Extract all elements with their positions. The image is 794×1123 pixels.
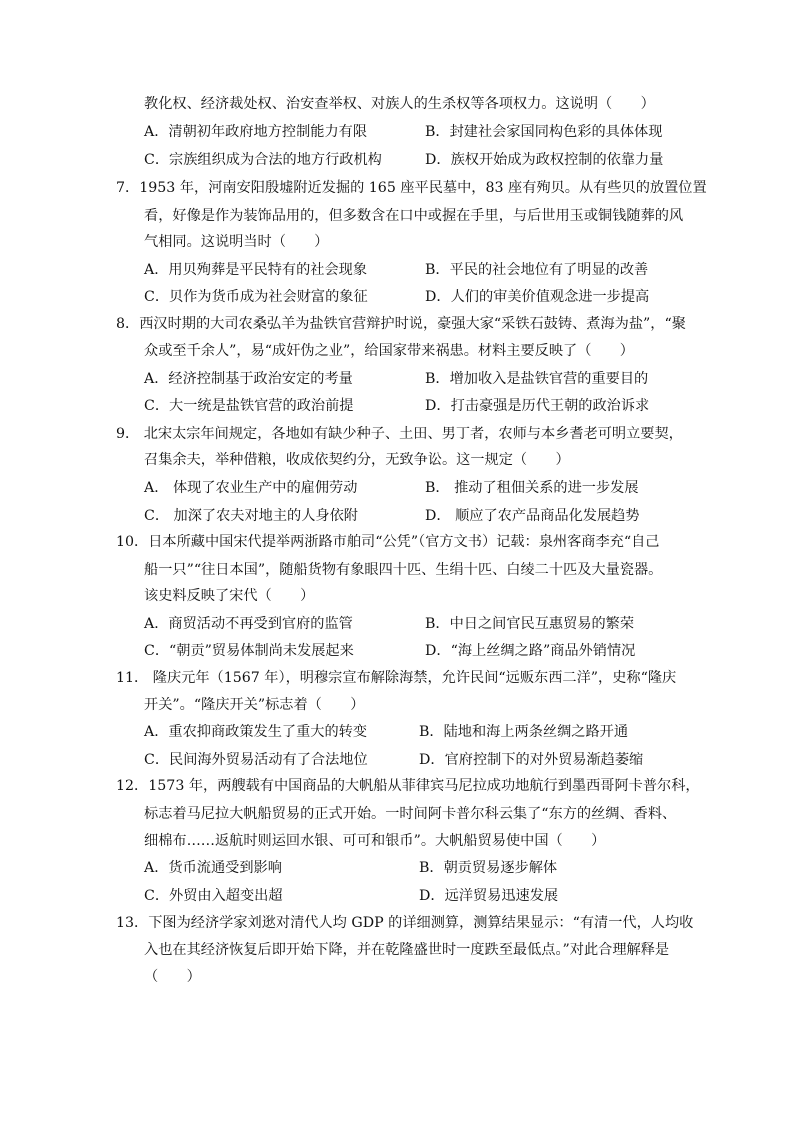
question-text-line: 众或至千余人”，易“成奸伪之业”，给国家带来祸患。材料主要反映了（ ） [144,343,634,359]
question-text-line: （ ） [144,969,201,985]
option-d: D． 顺应了农产品商品化发展趋势 [425,508,640,524]
question-text-line: 细棉布……返航时则运回水银、可可和银币”。大帆船贸易使中国（ ） [144,833,606,849]
option-c: C．“朝贡”贸易体制尚未发展起来 [144,643,354,659]
question-text-line: 入也在其经济恢复后即开始下降，并在乾隆盛世时一度跌至最低点。”对此合理解释是 [144,942,670,958]
option-d: D．打击豪强是历代王朝的政治诉求 [425,398,650,414]
option-b: B． 推动了租佃关系的进一步发展 [425,480,639,496]
option-c: C．外贸由入超变出超 [144,888,283,904]
question-text-line: 9． 北宋太宗年间规定，各地如有缺少种子、土田、男丁者，农师与本乡耆老可明立要契， [116,426,683,442]
question-text-line: 该史料反映了宋代（ ） [144,588,315,604]
question-text-line: 召集余夫，举种借粮，收成依契约分，无致争讼。这一规定（ ） [144,452,570,468]
question-text-line: 10．日本所藏中国宋代提举两浙路市舶司“公凭”（官方文书）记载：泉州客商李充“自己 [116,534,660,550]
option-b: B．中日之间官民互惠贸易的繁荣 [425,616,635,632]
question-text-line: 标志着马尼拉大帆船贸易的正式开始。一时间阿卡普尔科云集了“东方的丝绸、香料、 [144,806,677,822]
question-text-line: 8．西汉时期的大司农桑弘羊为盐铁官营辩护时说，豪强大家“采铁石鼓铸、煮海为盐”，“聚 [116,316,686,332]
option-d: D．远洋贸易迅速发展 [419,888,559,904]
option-c: C． 加深了农夫对地主的人身依附 [144,508,358,524]
option-a: A．用贝殉葬是平民特有的社会现象 [144,262,368,278]
option-a: A．商贸活动不再受到官府的监管 [144,616,353,632]
option-b: B．陆地和海上两条丝绸之路开通 [419,724,629,740]
option-b: B．朝贡贸易逐步解体 [419,860,558,876]
question-text-line: 11． 隆庆元年（1567 年），明穆宗宣布解除海禁，允许民间“远贩东西二洋”，史称“隆庆 [116,670,677,686]
option-a: A．重农抑商政策发生了重大的转变 [144,724,368,740]
option-a: A． 体现了农业生产中的雇佣劳动 [144,480,358,496]
option-c: C．民间海外贸易活动有了合法地位 [144,752,368,768]
option-b: B．增加收入是盐铁官营的重要目的 [425,371,649,387]
option-a: A．货币流通受到影响 [144,860,282,876]
question-text-line: 开关”。“隆庆开关”标志着（ ） [144,697,365,713]
option-d: D．人们的审美价值观念进一步提高 [425,289,650,305]
option-d: D．官府控制下的对外贸易渐趋萎缩 [419,752,644,768]
option-a: A．清朝初年政府地方控制能力有限 [144,124,368,140]
option-c: C．贝作为货币成为社会财富的象征 [144,289,368,305]
question-text-line: 气相同。这说明当时（ ） [144,234,329,250]
option-b: B．封建社会家国同构色彩的具体体现 [425,124,663,140]
question-text-line: 7．1953 年，河南安阳殷墟附近发掘的 165 座平民墓中，83 座有殉贝。从有些贝的放置位置 [116,180,707,196]
option-d: D．“海上丝绸之路”商品外销情况 [425,643,636,659]
question-text-line: 教化权、经济裁处权、治安查举权、对族人的生杀权等各项权力。这说明（ ） [144,96,655,112]
question-text-line: 船一只”“往日本国”，随船货物有象眼四十匹、生绢十匹、白绫二十匹及大量瓷器。 [144,562,663,578]
question-text-line: 12．1573 年，两艘载有中国商品的大帆船从菲律宾马尼拉成功地航行到墨西哥阿卡普尔科， [116,778,700,794]
option-b: B．平民的社会地位有了明显的改善 [425,262,649,278]
question-text-line: 看，好像是作为装饰品用的，但多数含在口中或握在手里，与后世用玉或铜钱随葬的风 [144,208,684,224]
option-c: C．大一统是盐铁官营的政治前提 [144,398,354,414]
option-a: A．经济控制基于政治安定的考量 [144,371,353,387]
question-text-line: 13．下图为经济学家刘逖对清代人均 GDP 的详细测算，测算结果显示：“有清一代，人均收 [116,915,694,931]
option-c: C．宗族组织成为合法的地方行政机构 [144,152,382,168]
option-d: D．族权开始成为政权控制的依靠力量 [425,152,664,168]
